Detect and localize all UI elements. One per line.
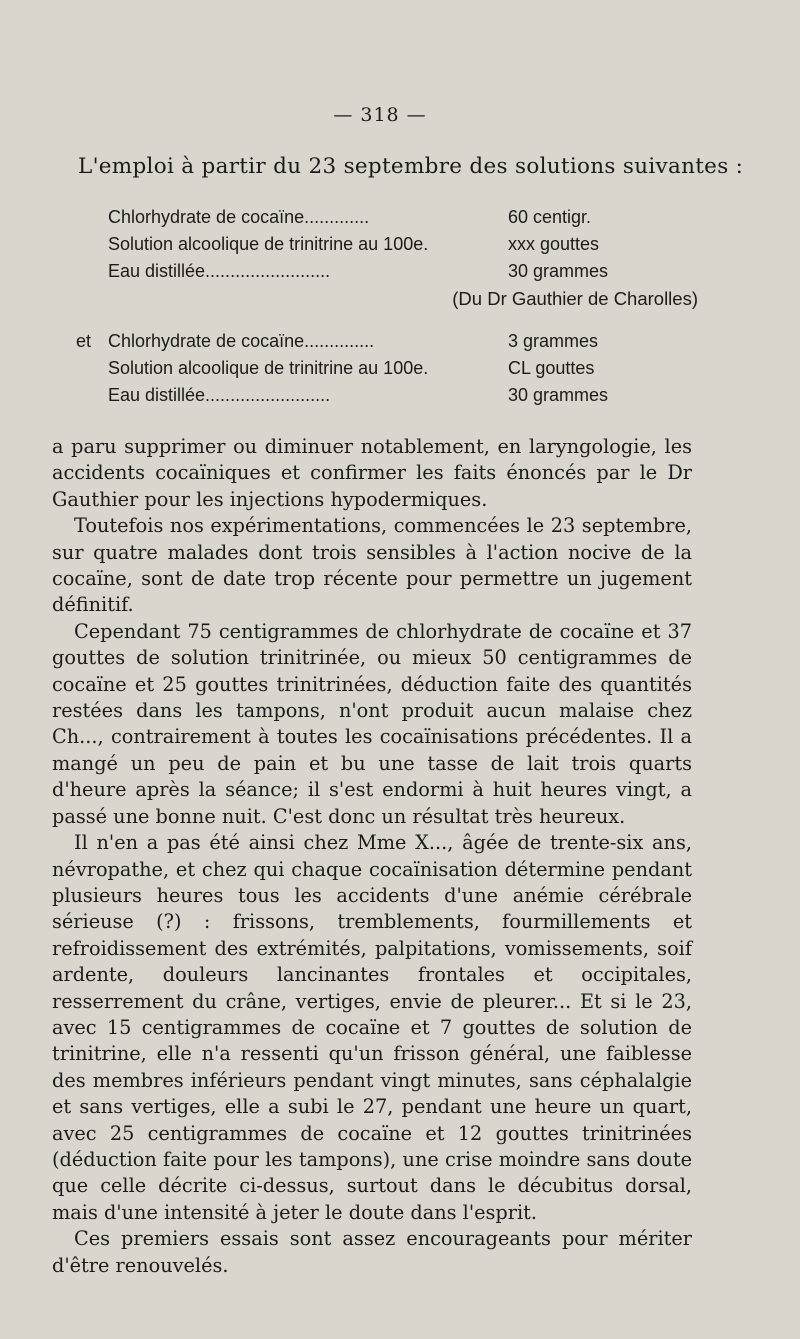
paragraph: a paru supprimer ou diminuer notablement, en laryngologie, les accidents cocaïniques et confirmer les faits énoncés par le Dr Gauthier pour les injections hypodermiques. <box>52 435 692 511</box>
body-text <box>52 434 692 1279</box>
ingredient-name: Chlorhydrate de cocaïne............. <box>108 207 370 227</box>
formula-1-row <box>58 231 698 258</box>
ingredient-dose: 60 centigr. <box>508 207 592 227</box>
formula-prefix: et <box>76 331 92 351</box>
intro-line: L'emploi à partir du 23 septembre des solutions suivantes : <box>78 154 744 179</box>
ingredient-dose: xxx gouttes <box>508 234 600 254</box>
ingredient-name: Eau distillée......................... <box>108 385 331 405</box>
ingredient-dose: 3 grammes <box>508 331 599 351</box>
ingredient-name: Chlorhydrate de cocaïne.............. <box>108 331 375 351</box>
formula-credit: (Du Dr Gauthier de Charolles) <box>452 288 698 309</box>
paragraph: Ces premiers essais sont assez encourageants pour mériter d'être renouvelés. <box>52 1227 692 1277</box>
formula-1 <box>58 204 698 312</box>
formula-1-row <box>58 258 698 285</box>
formula-1-row <box>58 204 698 231</box>
paragraph: Il n'en a pas été ainsi chez Mme X..., âgée de trente-six ans, névropathe, et chez qui chaque cocaïnisation détermine pendant plusieurs heures tous les accidents d'une anémie cérébrale sérieuse (?) : frissons, tremblements, fourmillements et refroidissement des extrémités, palpitations, vomissements, soif ardente, douleurs lancinantes frontales et occipitales, resserrement du crâne, vertiges, envie de pleurer... Et si le 23, avec 15 centigrammes de cocaïne et 7 gouttes de solution de trinitrine, elle n'a ressenti qu'un frisson général, une faiblesse des membres inférieurs pendant vingt minutes, sans céphalalgie et sans vertiges, elle a subi le 27, pendant une heure un quart, avec 25 centigrammes de cocaïne et 12 gouttes trinitrinées (déduction faite pour les tampons), une crise moindre sans doute que celle décrite ci-dessus, surtout dans le décubitus dorsal, mais d'une intensité à jeter le doute dans l'esprit. <box>52 831 692 1224</box>
ingredient-name: Solution alcoolique de trinitrine au 100e. <box>108 234 429 254</box>
formula-2-row <box>58 355 698 382</box>
ingredient-dose: 30 grammes <box>508 385 609 405</box>
ingredient-dose: 30 grammes <box>508 261 609 281</box>
ingredient-dose: CL gouttes <box>508 358 595 378</box>
paragraph: Toutefois nos expérimentations, commencées le 23 septembre, sur quatre malades dont trois sensibles à l'action nocive de la cocaïne, sont de date trop récente pour permettre un jugement définitif. <box>52 514 692 617</box>
paragraph: Cependant 75 centigrammes de chlorhydrate de cocaïne et 37 gouttes de solution trinitrinée, ou mieux 50 centigrammes de cocaïne et 25 gouttes trinitrinées, déduction faite des quantités restées dans les tampons, n'ont produit aucun malaise chez Ch..., contrairement à toutes les cocaïnisations précédentes. Il a mangé un peu de pain et bu une tasse de lait trois quarts d'heure après la séance; il s'est endormi à huit heures vingt, a passé une bonne nuit. C'est donc un résultat très heureux. <box>52 619 692 828</box>
formula-2-row <box>58 382 698 409</box>
page-number: — 318 — <box>333 104 427 126</box>
formula-2-row <box>58 328 698 355</box>
formula-2 <box>58 328 698 409</box>
ingredient-name: Eau distillée......................... <box>108 261 331 281</box>
ingredient-name: Solution alcoolique de trinitrine au 100e. <box>108 358 429 378</box>
